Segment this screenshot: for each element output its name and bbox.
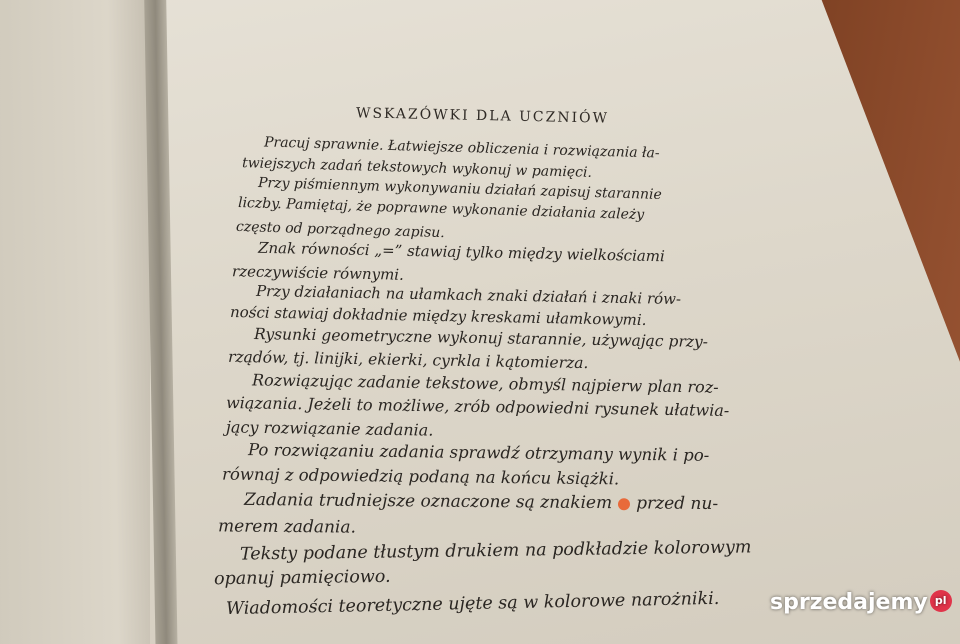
text-line: liczby. Pamiętaj, że poprawne wykonanie działania zależy bbox=[237, 194, 645, 224]
difficulty-marker-icon bbox=[618, 498, 630, 510]
text-fragment: Zadania trudniejsze oznaczone są znakiem bbox=[243, 489, 613, 514]
text-line: Wiadomości teoretyczne ujęte są w kolorowe narożniki. bbox=[225, 588, 720, 620]
text-line: merem zadania. bbox=[217, 516, 357, 538]
text-line: Teksty podane tłustym drukiem na podkładzie kolorowym bbox=[239, 537, 752, 565]
text-line: twiejszych zadań tekstowych wykonuj w pamięci. bbox=[241, 155, 593, 181]
text-line: wiązania. Jeżeli to możliwe, zrób odpowiedni rysunek ułatwia- bbox=[225, 393, 730, 420]
text-line: ności stawiaj dokładnie między kreskami ułamkowymi. bbox=[229, 303, 647, 329]
watermark-badge: pl bbox=[930, 590, 952, 612]
text-line: Przy piśmiennym wykonywaniu działań zapisuj starannie bbox=[257, 175, 663, 203]
watermark-brand: sprzedajemy bbox=[770, 590, 928, 615]
text-line: równaj z odpowiedzią podaną na końcu książki. bbox=[221, 464, 620, 489]
watermark-logo bbox=[770, 590, 952, 615]
text-line: Pracuj sprawnie. Łatwiejsze obliczenia i rozwiązania ła- bbox=[263, 134, 660, 162]
text-line: Po rozwiązaniu zadania sprawdź otrzymany wynik i po- bbox=[247, 440, 710, 465]
text-line: często od porządnego zapisu. bbox=[235, 218, 445, 242]
text-fragment: przed nu- bbox=[636, 493, 719, 515]
text-line: Rozwiązując zadanie tekstowe, obmyśl najpierw plan roz- bbox=[251, 370, 719, 397]
text-line: Przy działaniach na ułamkach znaki działań i znaki rów- bbox=[255, 281, 682, 309]
text-line: rzeczywiście równymi. bbox=[231, 262, 405, 284]
text-line: opanuj pamięciowo. bbox=[213, 566, 391, 590]
text-line: Znak równości „=” stawiaj tylko między wielkościami bbox=[257, 238, 666, 266]
text-line: jący rozwiązanie zadania. bbox=[225, 417, 434, 440]
page-heading: WSKAZÓWKI DLA UCZNIÓW bbox=[355, 105, 610, 127]
text-line: rządów, tj. linijki, ekierki, cyrkla i kątomierza. bbox=[227, 347, 589, 373]
text-line: Rysunki geometryczne wykonuj starannie, używając przy- bbox=[253, 325, 709, 351]
text-line bbox=[244, 490, 718, 514]
